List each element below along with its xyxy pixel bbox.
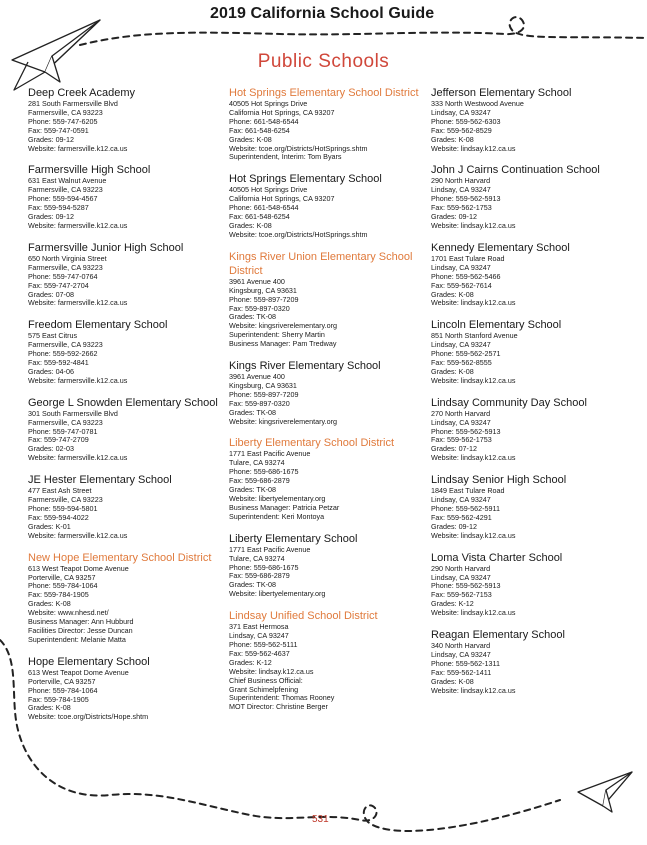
entry-detail-line: 340 North Harvard [431, 641, 491, 651]
entry-detail-line: Chief Business Official: [229, 675, 303, 685]
school-name: George L Snowden Elementary School [28, 396, 218, 409]
school-entry [431, 473, 627, 540]
entry-detail-line: 1771 East Pacific Avenue [229, 544, 311, 554]
entry-detail-line: Fax: 559-686-2879 [229, 476, 290, 486]
entry-detail-line: 631 East Walnut Avenue [28, 176, 107, 186]
school-name: Kennedy Elementary School [431, 241, 570, 254]
section-title: Public Schools [257, 51, 390, 72]
entry-detail-line: 290 North Harvard [431, 563, 491, 573]
entry-detail-line: Phone: 559-562-2571 [431, 349, 501, 359]
entry-detail-line: 290 North Harvard [431, 176, 491, 186]
entry-detail-line: Phone: 559-562-5913 [431, 194, 501, 204]
entry-detail-line: Grades: K-01 [28, 521, 71, 531]
entry-detail-line: Lindsay, CA 93247 [431, 572, 491, 582]
entry-detail-line: Phone: 559-747-0764 [28, 271, 98, 281]
district-entry [229, 609, 425, 712]
district-entry [229, 250, 425, 349]
entry-detail-line: Fax: 661-548-6254 [229, 125, 290, 135]
entry-detail-line: Grades: K-08 [229, 220, 272, 230]
entry-detail-line: Website: farmersville.k12.ca.us [28, 530, 128, 540]
entry-detail-line: Fax: 559-747-0591 [28, 125, 89, 135]
entry-detail-line: 575 East Citrus [28, 331, 78, 341]
entry-detail-line: Phone: 559-592-2662 [28, 349, 98, 359]
entry-detail-line: Business Manager: Patricia Petzar [229, 502, 340, 512]
entry-detail-line: Fax: 559-897-0320 [229, 303, 290, 313]
entry-detail-line: Phone: 559-784-1064 [28, 581, 98, 591]
entry-detail-line: Fax: 559-594-5287 [28, 203, 89, 213]
school-entry [28, 473, 224, 540]
entry-detail-line: Website: lindsay.k12.ca.us [431, 298, 516, 308]
listing-column-3 [431, 86, 627, 706]
school-name: Loma Vista Charter School [431, 551, 563, 564]
entry-detail-line: Website: kingsriverelementary.org [229, 321, 337, 331]
entry-detail-line: Farmersville, CA 93223 [28, 417, 103, 427]
entry-detail-line: Grades: 09-12 [431, 521, 477, 531]
listing-column-1 [28, 86, 224, 732]
entry-detail-line: Lindsay, CA 93247 [431, 262, 491, 272]
school-name: Farmersville High School [28, 164, 151, 177]
school-entry [28, 396, 224, 463]
entry-detail-line: Website: kingsriverelementary.org [229, 416, 337, 426]
school-entry [431, 86, 627, 153]
entry-detail-line: Phone: 559-562-5913 [431, 426, 501, 436]
entry-detail-line: 3961 Avenue 400 [229, 372, 285, 382]
entry-detail-line: California Hot Springs, CA 93207 [229, 194, 335, 204]
district-entry [229, 436, 425, 521]
entry-detail-line: Superintendent: Melanie Matta [28, 634, 126, 644]
entry-detail-line: Lindsay, CA 93247 [431, 495, 491, 505]
entry-detail-line: 613 West Teapot Dome Avenue [28, 667, 129, 677]
entry-detail-line: 1771 East Pacific Avenue [229, 449, 311, 459]
entry-detail-line: Phone: 559-562-5911 [431, 504, 501, 513]
entry-detail-line: Phone: 661-548-6544 [229, 116, 299, 126]
entry-detail-line: Farmersville, CA 93223 [28, 495, 103, 505]
entry-detail-line: Lindsay, CA 93247 [431, 340, 491, 350]
entry-detail-line: Porterville, CA 93257 [28, 676, 96, 686]
entry-detail-line: Website: lindsay.k12.ca.us [431, 220, 516, 230]
entry-detail-line: Grades: K-12 [431, 599, 474, 609]
entry-detail-line: Fax: 559-747-2704 [28, 280, 89, 290]
school-name: Jefferson Elementary School [431, 87, 572, 99]
entry-detail-line: Lindsay, CA 93247 [431, 185, 491, 195]
entry-detail-line: Phone: 559-562-5466 [431, 271, 501, 281]
entry-detail-line: Website: www.nhesd.net/ [28, 608, 109, 618]
school-entry [431, 241, 627, 308]
entry-detail-line: Grades: K-08 [431, 289, 474, 299]
entry-detail-line: Grades: K-08 [431, 676, 474, 686]
entry-detail-line: Website: tcoe.org/Districts/HotSprings.shtm [229, 143, 368, 153]
school-name: Kings River Elementary School [229, 360, 381, 373]
entry-detail-line: Phone: 559-562-1311 [431, 658, 501, 668]
school-name: Lincoln Elementary School [431, 319, 562, 332]
paper-plane-bottom-right [578, 772, 632, 812]
school-entry [431, 396, 627, 463]
entry-detail-line: Website: libertyelementary.org [229, 494, 326, 503]
guide-title: 2019 California School Guide [210, 5, 435, 22]
entry-detail-line: Grades: K-08 [28, 703, 71, 713]
entry-detail-line: Fax: 559-562-1753 [431, 203, 492, 213]
entry-detail-line: Grades: TK-08 [229, 407, 277, 417]
entry-detail-line: 650 North Virginia Street [28, 253, 107, 263]
entry-detail-line: Fax: 559-784-1905 [28, 694, 89, 704]
entry-detail-line: 371 East Hermosa [229, 622, 289, 632]
entry-detail-line: 40505 Hot Springs Drive [229, 99, 308, 108]
entry-detail-line: Fax: 559-562-8529 [431, 125, 492, 135]
listing-column-2 [229, 86, 425, 722]
entry-detail-line: Superintendent: Thomas Rooney [229, 693, 335, 703]
school-entry [229, 172, 425, 239]
entry-detail-line: Business Manager: Ann Hubburd [28, 617, 134, 627]
entry-detail-line: 333 North Westwood Avenue [431, 99, 524, 108]
school-name: John J Cairns Continuation School [431, 164, 600, 177]
entry-detail-line: 270 North Harvard [431, 408, 491, 418]
entry-detail-line: Facilities Director: Jesse Duncan [28, 625, 133, 635]
school-name: Farmersville Junior High School [28, 241, 184, 254]
entry-detail-line: Phone: 559-686-1675 [229, 467, 299, 477]
district-name: Lindsay Unified School District [229, 610, 378, 623]
entry-detail-line: Tulare, CA 93274 [229, 553, 285, 563]
entry-detail-line: Superintendent: Keri Montoya [229, 511, 325, 521]
page-number: 531 [312, 814, 329, 825]
entry-detail-line: 477 East Ash Street [28, 486, 92, 496]
entry-detail-line: Website: farmersville.k12.ca.us [28, 375, 128, 385]
district-name: Hot Springs Elementary School District [229, 87, 419, 99]
entry-detail-line: Phone: 559-784-1064 [28, 685, 98, 695]
entry-detail-line: Fax: 559-562-7153 [431, 590, 492, 600]
entry-detail-line: 3961 Avenue 400 [229, 276, 285, 286]
school-entry [28, 318, 224, 385]
entry-detail-line: Fax: 559-562-4291 [431, 512, 492, 522]
entry-detail-line: Website: farmersville.k12.ca.us [28, 220, 128, 230]
entry-detail-line: Superintendent, Interim: Tom Byars [229, 152, 342, 162]
entry-detail-line: 301 South Farmersville Blvd [28, 408, 118, 418]
entry-detail-line: Website: tcoe.org/Districts/Hope.shtm [28, 712, 149, 722]
entry-detail-line: Fax: 559-592-4841 [28, 358, 89, 368]
entry-detail-line: Fax: 559-594-4022 [28, 512, 89, 522]
entry-detail-line: Website: lindsay.k12.ca.us [431, 608, 516, 618]
school-name: Hot Springs Elementary School [229, 173, 382, 186]
district-entry [28, 551, 224, 645]
entry-detail-line: Business Manager: Pam Tredway [229, 339, 337, 349]
school-name: Lindsay Community Day School [431, 396, 587, 409]
entry-detail-line: Grades: TK-08 [229, 580, 277, 590]
entry-detail-line: Website: farmersville.k12.ca.us [28, 143, 128, 153]
entry-detail-line: Grant Schimelpfening [229, 684, 299, 694]
entry-detail-line: Grades: K-08 [431, 366, 474, 376]
entry-detail-line: Fax: 559-562-8555 [431, 358, 492, 368]
school-entry [229, 359, 425, 426]
school-entry [28, 241, 224, 308]
entry-detail-line: Grades: TK-08 [229, 312, 277, 322]
entry-detail-line: Phone: 559-686-1675 [229, 562, 299, 572]
entry-detail-line: Grades: TK-08 [229, 485, 277, 495]
district-name: New Hope Elementary School District [28, 551, 212, 564]
entry-detail-line: 281 South Farmersville Blvd [28, 99, 118, 108]
entry-detail-line: Fax: 559-562-1411 [431, 667, 492, 677]
school-name: Freedom Elementary School [28, 319, 168, 332]
entry-detail-line: Website: lindsay.k12.ca.us [229, 666, 314, 676]
entry-detail-line: Kingsburg, CA 93631 [229, 380, 297, 390]
entry-detail-line: Website: lindsay.k12.ca.us [431, 530, 516, 540]
entry-detail-line: Website: farmersville.k12.ca.us [28, 298, 128, 308]
entry-detail-line: Fax: 559-784-1905 [28, 590, 89, 600]
entry-detail-line: Phone: 559-897-7209 [229, 389, 299, 399]
entry-detail-line: Website: farmersville.k12.ca.us [28, 453, 128, 463]
entry-detail-line: Grades: 02-03 [28, 444, 74, 454]
entry-detail-line: 40505 Hot Springs Drive [229, 185, 308, 195]
school-name: Deep Creek Academy [28, 87, 135, 99]
entry-detail-line: Phone: 559-897-7209 [229, 294, 299, 304]
entry-detail-line: Website: lindsay.k12.ca.us [431, 143, 516, 153]
entry-detail-line: California Hot Springs, CA 93207 [229, 107, 335, 117]
district-name: Liberty Elementary School District [229, 437, 395, 450]
entry-detail-line: Website: lindsay.k12.ca.us [431, 453, 516, 463]
entry-detail-line: Phone: 559-747-0781 [28, 426, 98, 436]
school-name: Liberty Elementary School [229, 532, 358, 545]
entry-detail-line: Kingsburg, CA 93631 [229, 285, 297, 295]
entry-detail-line: Website: tcoe.org/Districts/HotSprings.shtm [229, 229, 368, 239]
school-name: Lindsay Senior High School [431, 474, 567, 487]
entry-detail-line: Grades: K-08 [229, 134, 272, 144]
entry-detail-line: Phone: 559-562-5913 [431, 581, 501, 591]
entry-detail-line: Grades: K-08 [431, 134, 474, 144]
entry-detail-line: Phone: 559-594-5801 [28, 504, 98, 513]
entry-detail-line: Farmersville, CA 93223 [28, 107, 103, 117]
entry-detail-line: MOT Director: Christine Berger [229, 702, 328, 712]
school-name: JE Hester Elementary School [28, 474, 172, 487]
school-entry [431, 628, 627, 695]
entry-detail-line: Fax: 559-562-4637 [229, 648, 290, 658]
entry-detail-line: 1849 East Tulare Road [431, 486, 505, 496]
entry-detail-line: Fax: 661-548-6254 [229, 212, 290, 222]
entry-detail-line: Superintendent: Sherry Martin [229, 330, 325, 340]
entry-detail-line: Fax: 559-686-2879 [229, 571, 290, 581]
entry-detail-line: Fax: 559-562-7614 [431, 280, 492, 290]
school-entry [431, 318, 627, 385]
entry-detail-line: Lindsay, CA 93247 [431, 107, 491, 117]
entry-detail-line: Phone: 559-594-4567 [28, 194, 98, 204]
entry-detail-line: Grades: 07-12 [431, 444, 477, 454]
entry-detail-line: Phone: 559-562-6303 [431, 116, 501, 126]
school-entry [28, 163, 224, 230]
entry-detail-line: Grades: K-12 [229, 657, 272, 667]
entry-detail-line: Farmersville, CA 93223 [28, 185, 103, 195]
entry-detail-line: Grades: 09-12 [28, 212, 74, 222]
entry-detail-line: Grades: K-08 [28, 599, 71, 609]
entry-detail-line: Phone: 661-548-6544 [229, 203, 299, 213]
entry-detail-line: Website: libertyelementary.org [229, 589, 326, 599]
entry-detail-line: 1701 East Tulare Road [431, 253, 505, 263]
entry-detail-line: Porterville, CA 93257 [28, 572, 96, 582]
school-entry [28, 86, 224, 153]
district-name: Kings River Union Elementary School District [229, 250, 413, 277]
entry-detail-line: Tulare, CA 93274 [229, 458, 285, 468]
school-entry [28, 655, 224, 722]
entry-detail-line: Farmersville, CA 93223 [28, 340, 103, 350]
school-entry [229, 532, 425, 599]
entry-detail-line: Grades: 09-12 [28, 134, 74, 144]
school-name: Reagan Elementary School [431, 629, 565, 642]
entry-detail-line: Lindsay, CA 93247 [431, 417, 491, 427]
school-entry [431, 163, 627, 230]
entry-detail-line: Website: lindsay.k12.ca.us [431, 375, 516, 385]
entry-detail-line: Farmersville, CA 93223 [28, 262, 103, 272]
entry-detail-line: Website: lindsay.k12.ca.us [431, 685, 516, 695]
entry-detail-line: Fax: 559-897-0320 [229, 398, 290, 408]
entry-detail-line: Lindsay, CA 93247 [431, 649, 491, 659]
entry-detail-line: Phone: 559-562-5111 [229, 639, 298, 649]
entry-detail-line: Grades: 04-06 [28, 366, 74, 376]
district-entry [229, 86, 425, 162]
entry-detail-line: Fax: 559-562-1753 [431, 435, 492, 445]
school-name: Hope Elementary School [28, 655, 150, 668]
entry-detail-line: Grades: 07-08 [28, 289, 74, 299]
entry-detail-line: 613 West Teapot Dome Avenue [28, 563, 129, 573]
entry-detail-line: 851 North Stanford Avenue [431, 331, 518, 341]
entry-detail-line: Grades: 09-12 [431, 212, 477, 222]
entry-detail-line: Lindsay, CA 93247 [229, 631, 289, 641]
entry-detail-line: Phone: 559-747-6205 [28, 116, 98, 126]
entry-detail-line: Fax: 559-747-2709 [28, 435, 89, 445]
school-entry [431, 551, 627, 618]
